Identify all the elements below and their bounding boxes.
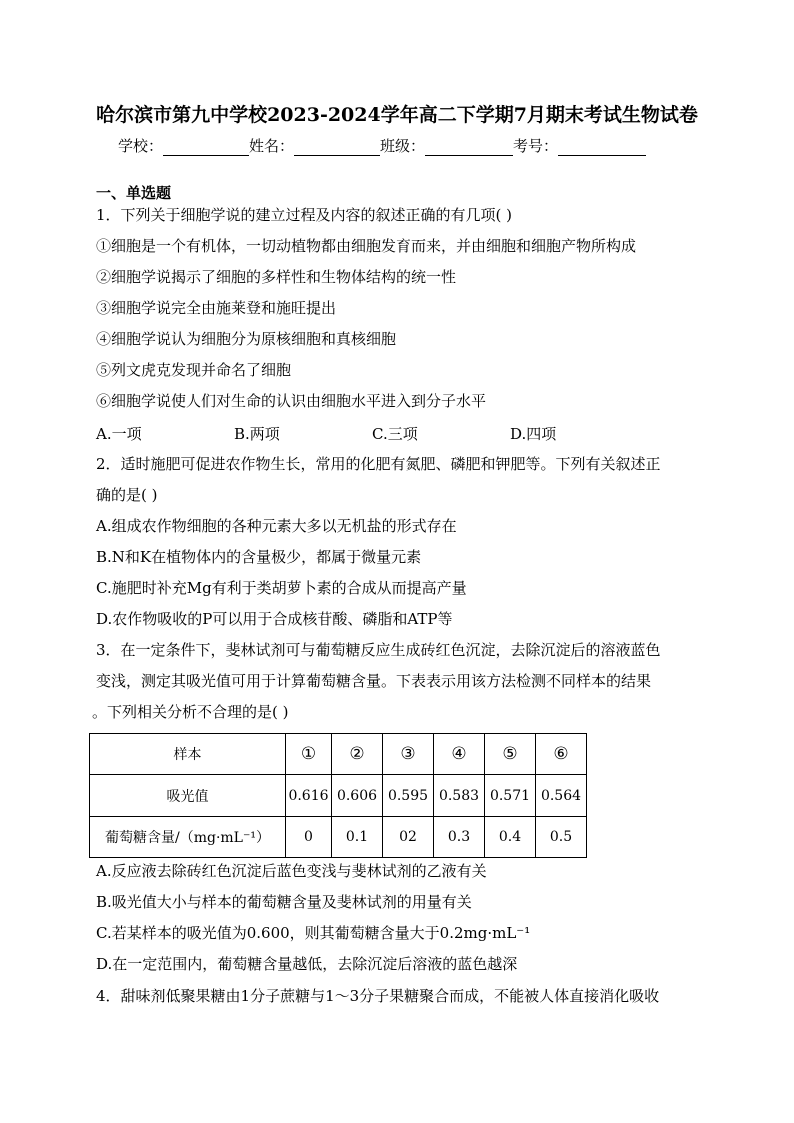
q2-stem-line1: 2．适时施肥可促进农作物生长，常用的化肥有氮肥、磷肥和钾肥等。下列有关叙述正 (96, 455, 661, 473)
table-row-glucose (90, 817, 587, 858)
absorbance-cell: 0.583 (434, 775, 485, 817)
sample-cell: ③ (383, 734, 434, 775)
glucose-cell: 0 (286, 817, 332, 858)
sample-cell: ⑤ (485, 734, 536, 775)
q3-option-d[interactable]: D.在一定范围内，葡萄糖含量越低，去除沉淀后溶液的蓝色越深 (96, 955, 518, 973)
q1-option-d[interactable]: D.四项 (510, 425, 557, 443)
q3-stem-line3: 。下列相关分析不合理的是( ) (92, 703, 289, 721)
glucose-cell: 0.3 (434, 817, 485, 858)
sample-cell: ① (286, 734, 332, 775)
q2-stem-line2: 确的是( ) (96, 486, 158, 504)
q1-item: ⑥细胞学说使人们对生命的认识由细胞水平进入到分子水平 (96, 392, 487, 410)
row-header-absorbance: 吸光值 (90, 775, 286, 817)
q1-option-a[interactable]: A.一项 (96, 425, 142, 443)
absorbance-cell: 0.595 (383, 775, 434, 817)
class-label: 班级： (380, 137, 426, 155)
q1-item: ③细胞学说完全由施莱登和施旺提出 (96, 299, 337, 317)
q3-stem-line2: 变浅，测定其吸光值可用于计算葡萄糖含量。下表表示用该方法检测不同样本的结果 (96, 672, 652, 690)
name-blank[interactable] (294, 141, 380, 156)
q1-item: ⑤列文虎克发现并命名了细胞 (96, 361, 292, 379)
sample-cell: ④ (434, 734, 485, 775)
q4-stem-line1: 4．甜味剂低聚果糖由1分子蔗糖与1～3分子果糖聚合而成，不能被人体直接消化吸收 (96, 987, 660, 1005)
sample-cell: ⑥ (536, 734, 587, 775)
absorbance-cell: 0.616 (286, 775, 332, 817)
q2-option-a[interactable]: A.组成农作物细胞的各种元素大多以无机盐的形式存在 (96, 517, 457, 535)
exam-no-label: 考号： (513, 137, 559, 155)
q2-option-b[interactable]: B.N和K在植物体内的含量极少，都属于微量元素 (96, 548, 422, 566)
q1-item: ①细胞是一个有机体，一切动植物都由细胞发育而来，并由细胞和细胞产物所构成 (96, 237, 637, 255)
absorbance-cell: 0.564 (536, 775, 587, 817)
q3-data-table (89, 733, 587, 858)
q2-option-c[interactable]: C.施肥时补充Mg有利于类胡萝卜素的合成从而提高产量 (96, 579, 467, 597)
glucose-cell: 0.5 (536, 817, 587, 858)
table-row-absorbance (90, 775, 587, 817)
q3-option-a[interactable]: A.反应液去除砖红色沉淀后蓝色变浅与斐林试剂的乙液有关 (96, 862, 487, 880)
q3-option-b[interactable]: B.吸光值大小与样本的葡萄糖含量及斐林试剂的用量有关 (96, 893, 472, 911)
section-heading: 一、单选题 (96, 184, 172, 202)
q3-stem-line1: 3．在一定条件下，斐林试剂可与葡萄糖反应生成砖红色沉淀，去除沉淀后的溶液蓝色 (96, 641, 661, 659)
q3-option-c[interactable]: C.若某样本的吸光值为0.600，则其葡萄糖含量大于0.2mg·mL⁻¹ (96, 924, 531, 942)
q2-option-d[interactable]: D.农作物吸收的P可以用于合成核苷酸、磷脂和ATP等 (96, 610, 453, 628)
name-label: 姓名： (249, 137, 295, 155)
class-blank[interactable] (425, 141, 513, 156)
q1-item: ②细胞学说揭示了细胞的多样性和生物体结构的统一性 (96, 268, 457, 286)
q1-option-c[interactable]: C.三项 (372, 425, 418, 443)
school-blank[interactable] (163, 141, 249, 156)
q1-stem: 1．下列关于细胞学说的建立过程及内容的叙述正确的有几项( ) (96, 206, 513, 224)
absorbance-cell: 0.571 (485, 775, 536, 817)
glucose-cell: 02 (383, 817, 434, 858)
table-row-samples (90, 734, 587, 775)
exam-no-blank[interactable] (558, 141, 646, 156)
absorbance-cell: 0.606 (332, 775, 383, 817)
glucose-cell: 0.1 (332, 817, 383, 858)
school-label: 学校： (118, 137, 164, 155)
row-header-glucose: 葡萄糖含量/（mg·mL⁻¹） (90, 817, 286, 858)
q1-item: ④细胞学说认为细胞分为原核细胞和真核细胞 (96, 330, 397, 348)
row-header-sample: 样本 (90, 734, 286, 775)
glucose-cell: 0.4 (485, 817, 536, 858)
student-info-line (118, 135, 678, 156)
exam-title: 哈尔滨市第九中学校2023-2024学年高二下学期7月期末考试生物试卷 (96, 104, 698, 126)
q1-option-b[interactable]: B.两项 (234, 425, 280, 443)
sample-cell: ② (332, 734, 383, 775)
